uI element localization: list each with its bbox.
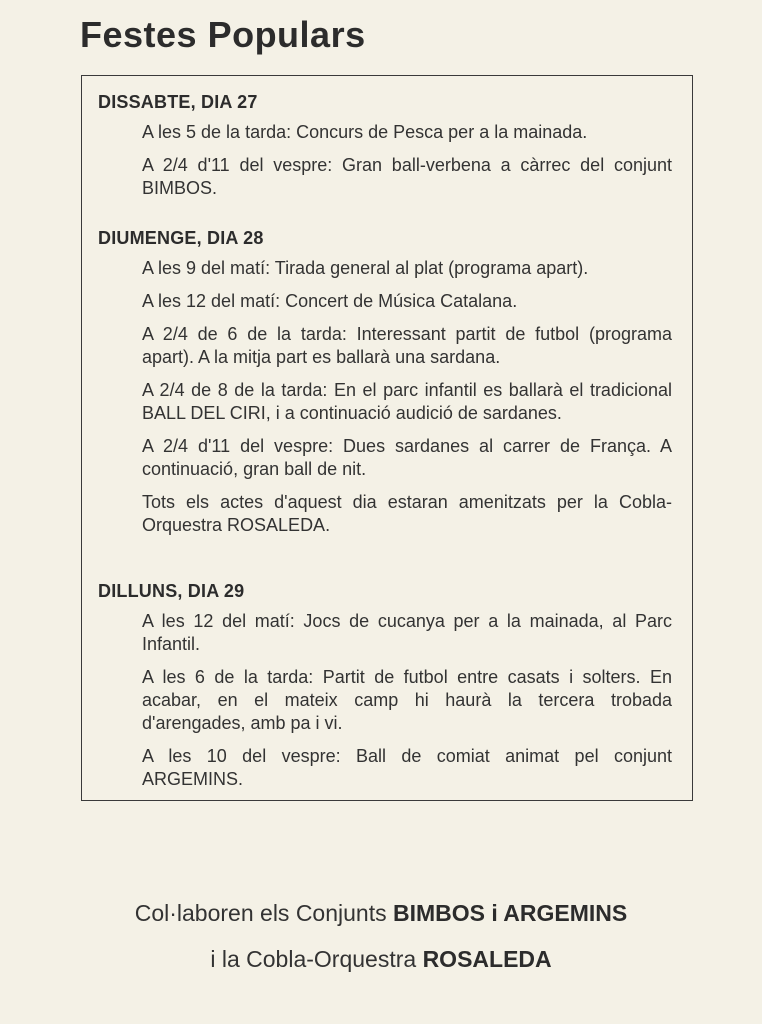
event-item: A 2/4 de 8 de la tarda: En el parc infantil es ballarà el tradicional BALL DEL CIRI, i a continuació audició de sardanes. <box>142 380 672 423</box>
event-item: A les 6 de la tarda: Partit de futbol entre casats i solters. En acabar, en el mateix camp hi haurà la tercera trobada d'arengades, amb pa i vi. <box>142 667 672 733</box>
program-box <box>81 75 693 801</box>
page-title: Festes Populars <box>80 14 366 55</box>
event-item: A 2/4 d'11 del vespre: Dues sardanes al carrer de França. A continuació, gran ball de nit. <box>142 436 672 479</box>
day-heading-monday: DILLUNS, DIA 29 <box>98 581 245 601</box>
footer-collaborators <box>0 900 762 927</box>
footer-orchestra <box>0 946 762 973</box>
event-item: A les 10 del vespre: Ball de comiat animat pel conjunt ARGEMINS. <box>142 746 672 789</box>
footer-orchestra-text: i la Cobla-Orquestra <box>210 946 423 972</box>
footer-collaborators-bands: BIMBOS i ARGEMINS <box>392 900 628 926</box>
day-section-monday <box>98 581 672 801</box>
event-item: A les 12 del matí: Jocs de cucanya per a la mainada, al Parc Infantil. <box>142 611 672 654</box>
day-section-saturday <box>98 92 672 210</box>
event-item: Tots els actes d'aquest dia estaran amenitzats per la Cobla-Orquestra ROSALEDA. <box>142 492 672 535</box>
event-item: A les 9 del matí: Tirada general al plat (programa apart). <box>142 258 589 278</box>
event-item: A les 12 del matí: Concert de Música Catalana. <box>142 291 518 311</box>
event-item: A 2/4 d'11 del vespre: Gran ball-verbena a càrrec del conjunt BIMBOS. <box>142 155 672 198</box>
day-heading-saturday: DISSABTE, DIA 27 <box>98 92 258 112</box>
footer-collaborators-text: Col·laboren els Conjunts <box>134 900 393 926</box>
day-heading-sunday: DIUMENGE, DIA 28 <box>98 228 264 248</box>
event-item: A 2/4 de 6 de la tarda: Interessant partit de futbol (programa apart). A la mitja part es ballarà una sardana. <box>142 324 672 367</box>
day-section-sunday <box>98 228 672 547</box>
footer-orchestra-name: ROSALEDA <box>422 946 552 972</box>
event-item: A les 5 de la tarda: Concurs de Pesca per a la mainada. <box>142 122 588 142</box>
